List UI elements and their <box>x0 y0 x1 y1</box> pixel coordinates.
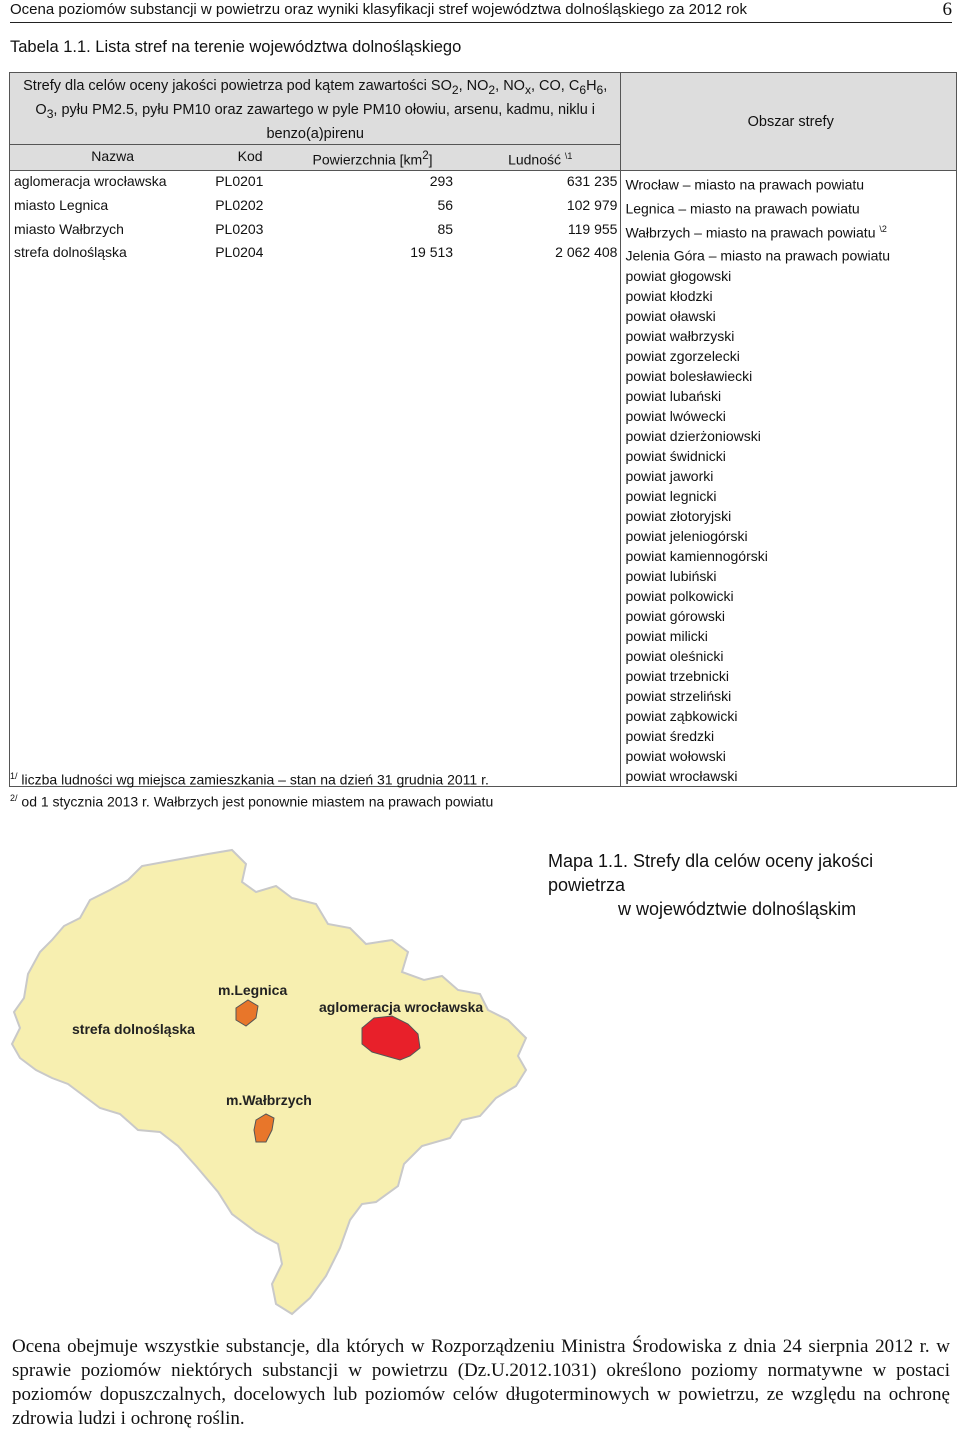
map-caption-line1: Mapa 1.1. Strefy dla celów oceny jakości powietrza <box>548 851 874 895</box>
cell-powiat: powiat zgorzelecki <box>621 346 957 366</box>
cell-ludnosc: 2 062 408 <box>456 242 621 786</box>
cell-powiat: powiat legnicki <box>621 486 957 506</box>
footnote-2: $^{2/}$ od 1 stycznia 2013 r. Wałbrzych jest ponownie miastem na prawach powiatu <box>10 793 494 810</box>
cell-kod: PL0202 <box>215 197 264 214</box>
cell-obszar <box>621 242 957 266</box>
cell-obszar <box>621 171 957 195</box>
label-legnica: m.Legnica <box>218 982 288 998</box>
label-strefa: strefa dolnośląska <box>72 1021 195 1037</box>
strefa-dolnoslaska-area <box>12 850 526 1314</box>
cell-powiat: powiat średzki <box>621 726 957 746</box>
header-title: Ocena poziomów substancji w powietrzu oraz wyniki klasyfikacji stref województwa dolnośląskiego za 2012 rok <box>10 1 747 18</box>
cell-powiat: powiat lubiński <box>621 566 957 586</box>
cell-nazwa: aglomeracja wrocławska <box>10 171 212 195</box>
cell-nazwa: miasto Legnica <box>10 195 212 219</box>
obszar-note: \2 <box>879 223 887 234</box>
cell-powiat: powiat kamiennogórski <box>621 546 957 566</box>
cell-powiat: powiat milicki <box>621 626 957 646</box>
map-caption <box>548 849 948 921</box>
cell-powierzchnia: 85 <box>437 220 454 237</box>
zones-table <box>9 72 957 787</box>
cell-nazwa: miasto Wałbrzych <box>10 219 212 243</box>
cell-powiat: powiat bolesławiecki <box>621 366 957 386</box>
cell-obszar <box>621 219 957 243</box>
cell-powiat: powiat ząbkowicki <box>621 706 957 726</box>
obszar-text: Wałbrzych – miasto na prawach powiatu <box>625 224 876 241</box>
cell-powiat: powiat kłodzki <box>621 286 957 306</box>
cell-powiat: powiat wałbrzyski <box>621 326 957 346</box>
cell-powiat: powiat oleśnicki <box>621 646 957 666</box>
cell-ludnosc: 631 235 <box>566 173 618 190</box>
cell-powiat: powiat polkowicki <box>621 586 957 606</box>
cell-powiat: powiat lwówecki <box>621 406 957 426</box>
page-header <box>10 0 952 23</box>
cell-obszar <box>621 195 957 219</box>
cell-nazwa: strefa dolnośląska <box>10 242 212 786</box>
label-wroclaw: aglomeracja wrocławska <box>319 999 484 1015</box>
obszar-text: Legnica – miasto na prawach powiatu <box>625 200 860 217</box>
cell-powiat: powiat głogowski <box>621 266 957 286</box>
col-header-obszar: Obszar strefy <box>621 73 957 171</box>
cell-powiat: powiat jaworki <box>621 466 957 486</box>
cell-powiat: powiat świdnicki <box>621 446 957 466</box>
group-header: Strefy dla celów oceny jakości powietrza pod kątem zawartości $SO_2$, $NO_2$, $NO_x$, CO, $C_6H_6$, $O_3$, pyłu PM2.5, pyłu PM10 oraz zawartego w pyle PM10 ołowiu, arsenu, kadmu, niklu i benzo(a)pirenu <box>10 73 621 145</box>
cell-powiat: powiat lubański <box>621 386 957 406</box>
obszar-text: Wrocław – miasto na prawach powiatu <box>625 177 865 194</box>
table-row <box>10 171 957 195</box>
cell-powiat: powiat strzeliński <box>621 686 957 706</box>
col-header-powierzchnia: Powierzchnia $[km^2]$ <box>285 144 456 171</box>
cell-powiat: powiat oławski <box>621 306 957 326</box>
obszar-text: Jelenia Góra – miasto na prawach powiatu <box>625 248 891 265</box>
cell-powiat: powiat złotoryjski <box>621 506 957 526</box>
cell-ludnosc: 119 955 <box>567 220 618 237</box>
table-caption: Tabela 1.1. Lista stref na terenie województwa dolnośląskiego <box>10 38 462 56</box>
cell-powiat: powiat wołowski <box>621 746 957 766</box>
cell-powiat: powiat jeleniogórski <box>621 526 957 546</box>
cell-ludnosc: 102 979 <box>566 197 618 214</box>
cell-powierzchnia: 19 513 <box>285 242 456 786</box>
label-walbrzych: m.Wałbrzych <box>226 1092 312 1108</box>
map-svg <box>10 848 530 1318</box>
cell-powiat: powiat dzierżoniowski <box>621 426 957 446</box>
col-header-kod: Kod <box>211 144 285 171</box>
col-header-ludnosc: Ludność $^{\backslash 1}$ <box>456 144 621 171</box>
cell-powierzchnia: 56 <box>437 197 454 214</box>
cell-kod: PL0203 <box>215 220 264 237</box>
table-row <box>10 219 957 243</box>
footnote-1: $^{1/}$ liczba ludności wg miejsca zamieszkania – stan na dzień 31 grudnia 2011 r. <box>10 771 489 788</box>
cell-powiat: powiat górowski <box>621 606 957 626</box>
cell-kod: PL0201 <box>215 173 264 190</box>
cell-powiat: powiat trzebnicki <box>621 666 957 686</box>
cell-kod: PL0204 <box>211 242 285 786</box>
zones-map <box>10 848 530 1318</box>
col-header-nazwa: Nazwa <box>10 144 212 171</box>
body-paragraph: Ocena obejmuje wszystkie substancje, dla których w Rozporządzeniu Ministra Środowiska z dnia 24 sierpnia 2012 r. w sprawie poziomów niektórych substancji w powietrzu (Dz.U.2012.1031) określono poziomy normatywne w postaci poziomów dopuszczalnych, docelowych lub poziomów celów długoterminowych w powietrzu, ze względu na ochronę zdrowia ludzi i ochronę roślin. <box>12 1336 950 1429</box>
map-caption-line2: w województwie dolnośląskim <box>618 899 857 919</box>
cell-powierzchnia: 293 <box>429 173 454 190</box>
page-number: 6 <box>942 0 952 20</box>
table-row <box>10 195 957 219</box>
table-row <box>10 242 957 266</box>
cell-powiat: powiat wrocławski <box>621 766 957 787</box>
